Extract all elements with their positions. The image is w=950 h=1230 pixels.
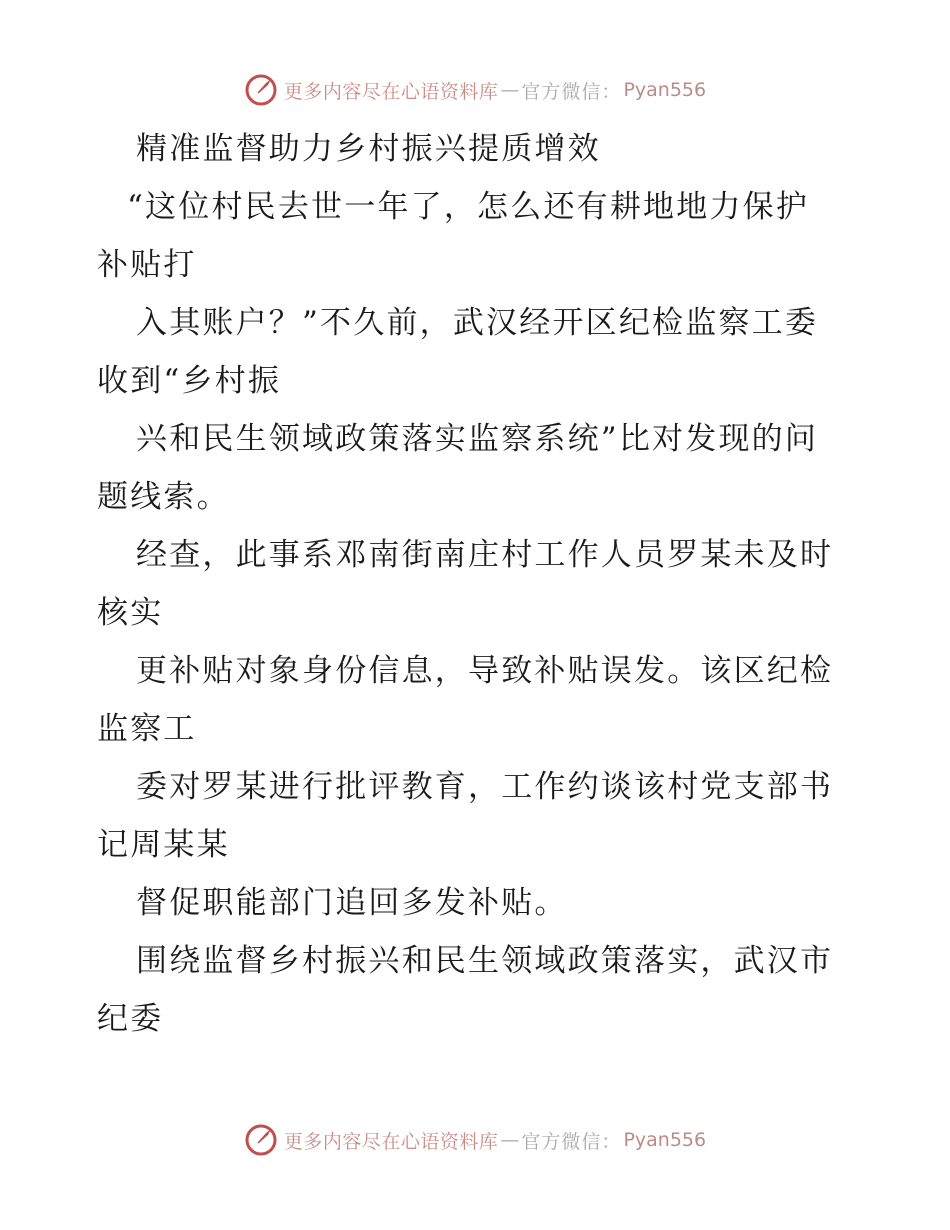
- paragraph-line: 入其账户？”不久前，武汉经开区纪检监察工委: [136, 305, 819, 341]
- watermark-wechat-id: Pyan556: [623, 79, 707, 101]
- footer-watermark: [0, 1120, 950, 1160]
- watermark-wechat-label: 官方微信：: [521, 80, 622, 103]
- watermark-separator: —: [500, 79, 520, 101]
- watermark-brand-text: 更多内容尽在心语资料库: [283, 80, 499, 103]
- paragraph-line: 纪委: [97, 1001, 164, 1037]
- paragraph-line: 围绕监督乡村振兴和民生领域政策落实，武汉市: [136, 943, 834, 979]
- document-body: [97, 120, 857, 1048]
- paragraph-line: 委对罗某进行批评教育，工作约谈该村党支部书: [136, 769, 834, 805]
- paragraph-line: 核实: [97, 595, 164, 631]
- paragraph-line: 题线索。: [97, 479, 230, 515]
- paragraph-line: 监察工: [97, 711, 197, 747]
- paragraph-line: 经查，此事系邓南街南庄村工作人员罗某未及时: [136, 537, 834, 573]
- paragraph-line: 补贴打: [97, 247, 197, 283]
- paragraph-line: 兴和民生领域政策落实监察系统”比对发现的问: [136, 421, 819, 457]
- paragraph-line: 更补贴对象身份信息，导致补贴误发。该区纪检: [136, 653, 834, 689]
- watermark-brand-text: 更多内容尽在心语资料库: [283, 1130, 499, 1153]
- paragraph-line: “这位村民去世一年了，怎么还有耕地地力保护: [127, 189, 810, 225]
- paragraph-line: 记周某某: [97, 827, 230, 863]
- feather-pen-circle-icon: [244, 1123, 278, 1157]
- header-watermark: [0, 70, 950, 110]
- paragraph-line: 收到“乡村振: [97, 363, 282, 399]
- feather-pen-circle-icon: [244, 73, 278, 107]
- paragraph-line: 督促职能部门追回多发补贴。: [136, 885, 568, 921]
- watermark-wechat-id: Pyan556: [623, 1129, 707, 1151]
- watermark-wechat-label: 官方微信：: [521, 1130, 622, 1153]
- document-title: 精准监督助力乡村振兴提质增效: [136, 131, 601, 167]
- watermark-separator: —: [500, 1129, 520, 1151]
